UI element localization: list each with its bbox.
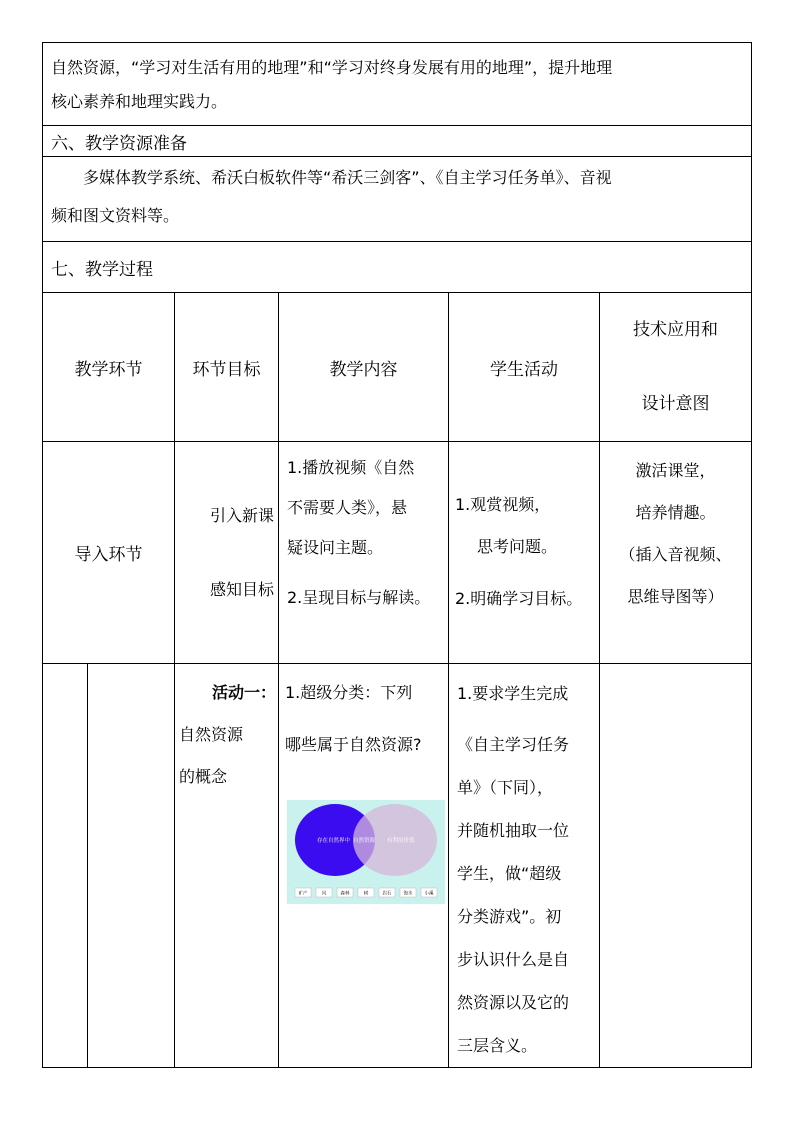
- intro-activity-line: 2.明确学习目标。: [455, 589, 583, 608]
- intro-goal: [175, 442, 279, 664]
- intro-stage: 导入环节: [43, 442, 175, 664]
- venn-chip-row: [295, 888, 437, 897]
- intro-content-line: 不需要人类》，悬: [287, 498, 408, 517]
- intro-tech-line: 思维导图等）: [627, 587, 724, 606]
- header-tech-line: 设计意图: [641, 394, 710, 414]
- venn-center-label: 自然资源: [353, 838, 376, 844]
- intro-content: [279, 442, 449, 664]
- intro-activity-line: 1.观赏视频，: [455, 495, 551, 514]
- venn-chip-label: 矿产: [298, 891, 308, 897]
- activity1-goal-title: 活动一：: [211, 683, 276, 702]
- section6-text-cell: [43, 157, 752, 242]
- activity1-content-line: 1.超级分类：下列: [285, 683, 413, 702]
- lesson-plan-table: [42, 42, 752, 1068]
- activity1-line: 然资源以及它的: [457, 993, 570, 1012]
- venn-diagram: [287, 800, 445, 904]
- goals-text-line: 自然资源，“学习对生活有用的地理”和“学习对终身发展有用的地理”，提升地理: [51, 58, 613, 77]
- activity1-line: 1.要求学生完成: [457, 684, 569, 703]
- activity1-content: [279, 664, 449, 1068]
- venn-chip-label: 小溪: [424, 891, 434, 897]
- activity1-goal-line: 自然资源: [179, 725, 244, 744]
- venn-right-label: 有利用价值: [387, 838, 415, 844]
- section6-text-line: 频和图文资料等。: [51, 206, 180, 225]
- header-content: 教学内容: [279, 293, 449, 442]
- activity1-line: 三层含义。: [457, 1036, 538, 1055]
- intro-goal-line: 感知目标: [209, 579, 274, 599]
- goals-text-line: 核心素养和地理实践力。: [51, 92, 228, 111]
- intro-content-line: 2.呈现目标与解读。: [287, 588, 431, 607]
- intro-content-line: 1.播放视频《自然: [287, 458, 415, 477]
- venn-left-label: 存在自然界中: [317, 838, 351, 844]
- activity1-goal: [175, 664, 279, 1068]
- intro-tech-line: （插入音视频、: [619, 545, 732, 564]
- intro-tech-line: 培养情趣。: [635, 503, 716, 522]
- venn-diagram-image: [287, 800, 444, 920]
- venn-chip-label: 岩石: [382, 891, 392, 897]
- activity1-line: 步认识什么是自: [457, 950, 570, 969]
- intro-content-line: 疑设问主题。: [287, 538, 384, 557]
- header-tech: [600, 293, 752, 442]
- header-goal: 环节目标: [175, 293, 279, 442]
- document-page: [42, 42, 751, 1068]
- intro-activity-line: 思考问题。: [477, 537, 558, 556]
- activity1-student-activity: [449, 664, 600, 1068]
- activity1-goal-line: 的概念: [179, 767, 228, 786]
- activity1-line: 《自主学习任务: [457, 735, 570, 754]
- activity1-line: 单》（下同），: [457, 778, 554, 797]
- section6-title: 六、教学资源准备: [43, 126, 752, 157]
- venn-chip-label: 树: [363, 891, 369, 897]
- goals-text-cell: [43, 43, 752, 126]
- section7-title: 七、教学过程: [43, 242, 752, 293]
- activity1-content-line: 哪些属于自然资源?: [285, 735, 422, 754]
- venn-chip-label: 风: [321, 891, 327, 897]
- header-stage: 教学环节: [43, 293, 175, 442]
- intro-tech-line: 激活课堂，: [635, 461, 716, 480]
- venn-chip-label: 海水: [403, 891, 413, 897]
- section6-text-line: 多媒体教学系统、希沃白板软件等“希沃三剑客”、《自主学习任务单》、音视: [83, 168, 612, 187]
- venn-chip-label: 森林: [340, 891, 350, 897]
- header-activity: 学生活动: [449, 293, 600, 442]
- activity1-tech-empty: [600, 664, 752, 1068]
- intro-tech: [600, 442, 752, 664]
- activity1-empty-cell: [88, 664, 175, 1068]
- intro-activity: [449, 442, 600, 664]
- activity1-line: 学生，做“超级: [457, 864, 562, 883]
- activity1-line: 分类游戏”。初: [457, 907, 562, 926]
- activity1-empty-cell: [43, 664, 88, 1068]
- header-tech-line: 技术应用和: [633, 320, 718, 340]
- activity1-line: 并随机抽取一位: [457, 821, 570, 840]
- intro-goal-line: 引入新课: [209, 505, 274, 525]
